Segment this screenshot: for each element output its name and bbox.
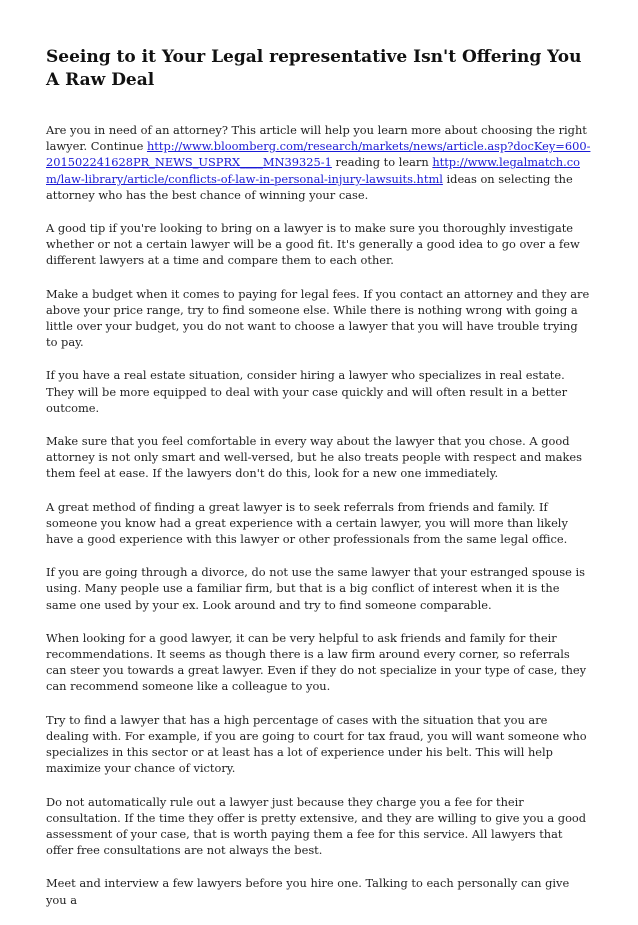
- document-title: Seeing to it Your Legal representative Isn't Offering You A Raw Deal: [46, 47, 582, 90]
- paragraph-recommendations: When looking for a good lawyer, it can be very helpful to ask friends and family for their recommendations. It seems as though there is a law firm around every corner, so referrals can steer you towards a great lawyer. Even if they do not specialize in your type of case, they can recommend someone like a colleague to you.: [46, 630, 587, 694]
- paragraph-experience: Try to find a lawyer that has a high percentage of cases with the situation that you are dealing with. For example, if you are going to court for tax fraud, you will want someone who specializes in this sector or at least has a lot of experience under his belt. This will help maximize your chance of victory.: [46, 712, 587, 776]
- paragraph-real-estate: If you have a real estate situation, consider hiring a lawyer who specializes in real estate. They will be more equipped to deal with your case quickly and will often result in a better outcome.: [46, 368, 568, 415]
- document-page: [46, 46, 592, 925]
- paragraph-investigate: A good tip if you're looking to bring on a lawyer is to make sure you thoroughly investigate whether or not a certain lawyer will be a good fit. It's generally a good idea to go over a few different lawyers at a time and compare them to each other.: [46, 221, 580, 268]
- paragraph-referrals: A great method of finding a great lawyer is to seek referrals from friends and family. If someone you know had a great experience with a certain lawyer, you will more than likely have a good experience with this lawyer or other professionals from the same legal office.: [46, 499, 568, 547]
- intro-text-middle: reading to learn: [331, 155, 433, 170]
- bloomberg-link[interactable]: http://www.bloomberg.com/research/markets/news/article.asp?docKey=600-201502241628PR_NEWS_USPRX____MN39325-1: [46, 139, 591, 170]
- intro-text-after: ideas on selecting the attorney who has the best chance of winning your case.: [46, 171, 573, 202]
- intro-text-before: Are you in need of an attorney? This article will help you learn more about choosing the right lawyer. Continue: [46, 123, 587, 154]
- paragraph-interview: Meet and interview a few lawyers before you hire one. Talking to each personally can give you a: [46, 876, 570, 907]
- paragraph-budget: Make a budget when it comes to paying for legal fees. If you contact an attorney and they are above your price range, try to find someone else. While there is nothing wrong with going a little over your budget, you do not want to choose a lawyer that you will have trouble trying to pay.: [46, 286, 590, 350]
- paragraph-consultation-fee: Do not automatically rule out a lawyer just because they charge you a fee for their consultation. If the time they offer is pretty extensive, and they are willing to give you a good assessment of your case, that is worth paying them a fee for this service. All lawyers that offer free consultations are not always the best.: [46, 794, 587, 858]
- paragraph-divorce: If you are going through a divorce, do not use the same lawyer that your estranged spouse is using. Many people use a familiar firm, but that is a big conflict of interest when it is the same one used by your ex. Look around and try to find someone comparable.: [46, 565, 585, 612]
- paragraph-comfortable: Make sure that you feel comfortable in every way about the lawyer that you chose. A good attorney is not only smart and well-versed, but he also treats people with respect and makes them feel at ease. If the lawyers don't do this, look for a new one immediately.: [46, 434, 583, 481]
- intro-paragraph: [46, 122, 592, 203]
- legalmatch-link[interactable]: http://www.legalmatch.com/law-library/article/conflicts-of-law-in-personal-injury-lawsuits.html: [46, 155, 580, 186]
